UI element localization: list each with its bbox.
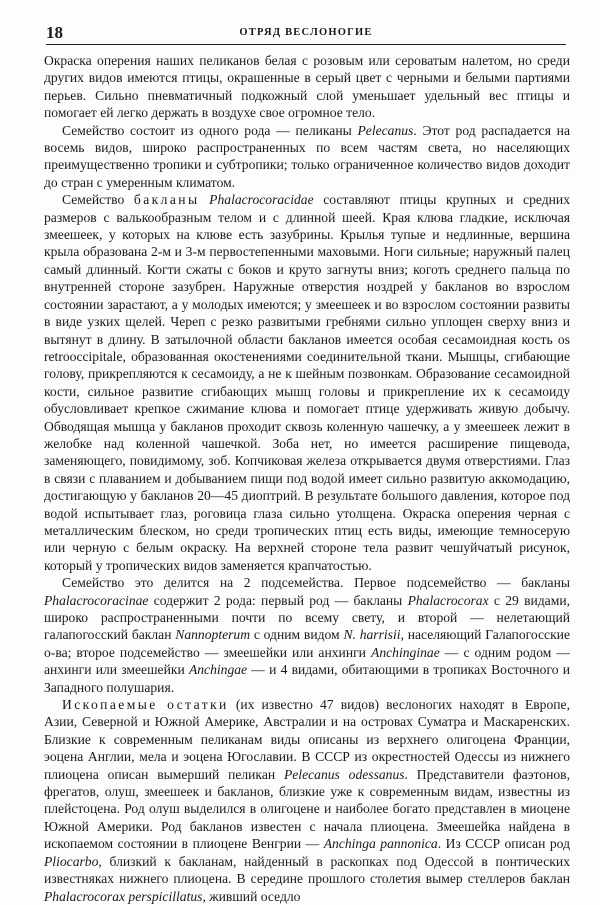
paragraph-subfamilies: Семейство это делится на 2 подсемейства. Первое подсемейство — бакланы Phalacrocoracinae содержит 2 рода: первый род — бакланы Phalacrocorax с 29 видами, широко распространенными почти по всему свету, и второй — нелетающий галапогосский баклан Nannopterum с одним видом N. harrisii, населяющий Галапогосские о-ва; второе подсемейство — змеешейки или анхинги Anchinginae — с одним родом — анхинги или змеешейки Anchingae — и 4 видами, обитающими в тропиках Восточного и Западного полушария. — [44, 575, 570, 695]
paragraph-fossil-remains: Ископаемые остатки (их известно 47 видов) веслоногих находят в Европе, Азии, Северной и Южной Америке, Австралии и на островах Суматра и Маскаренских. Близкие к современным пеликанам виды описаны из верхнего олигоцена Франции, эоцена Англии, мела и эоцена Югославии. В СССР из окрестностей Одессы из нижнего плиоцена описан вымерший пеликан Pelecanus odessanus. Представители фаэтонов, фрегатов, олуш, змеешеек и бакланов, близкие уже к современным видам, известны из плейстоцена. Род олуш выделился в олигоцене и наиболее богато представлен в миоцене Южной Америки. Род бакланов известен с начала плиоцена. Змеешейка найдена в ископаемом состоянии в плиоцене Венгрии — Anchinga pannonica. Из СССР описан род Pliocarbo, близкий к бакланам, найденный в раскопках под Одессой в понтических известняках нижнего плиоцена. В середине прошлого столетия вымер стеллеров баклан Phalacrocorax perspicillatus, живший оседло — [44, 697, 570, 904]
latin-name: Phalacrocoracidae — [209, 192, 314, 208]
latin-name: Pelecanus — [357, 122, 414, 138]
page-number: 18 — [46, 23, 63, 42]
latin-name: Anchingae — [188, 662, 248, 678]
spaced-term: Ископаемые остатки — [62, 697, 229, 713]
paragraph-pelican-plumage: Окраска оперения наших пеликанов белая с розовым или сероватым налетом, но среди других видов имеются птицы, окрашенные в серый цвет с черными и белыми партиями перьев. Сильно пневматичный подкожный слой уменьшает удельный вес птицы и помогает ей легко держать в воздухе свое огромное тело. — [44, 53, 570, 121]
latin-name: Pliocarbo — [44, 853, 99, 869]
latin-name: Anchinga pannonica — [323, 836, 438, 852]
page-header — [46, 23, 566, 43]
latin-name: Phalacrocorax perspicillatus — [44, 888, 203, 904]
latin-name: Pelecanus odessanus — [283, 766, 405, 782]
paragraph-cormorant-family: Семейство бакланы Phalacrocoracidae составляют птицы крупных и средних размеров с валькообразным телом и с длинной шеей. Края клюва гладкие, исключая змеешеек, у которых на клюве есть зазубрины. Крылья тупые и недлинные, вершина крыла образована 2-м и 3-м первостепенными маховыми. Ноги сильные; наружный палец самый длинный. Когти сжаты с боков и круто загнуты вниз; коготь среднего пальца по внутренней стороне зазубрен. Наружные отверстия ноздрей у бакланов во взрослом состоянии зарастают, а у молодых имеются; у змеешеек и во взрослом состоянии развиты в виде узких щелей. Череп с резко развитыми гребнями сильно уплощен сверху вниз и вытянут в длину. В затылочной области бакланов имеется особая сесамоидная кость os retrooccipitale, образованная окостенениями соединительной ткани. Мышцы, сгибающие голову, прикрепляются к сесамоиду, а не к шейным позвонкам. Образование сесамоидной кости, сильное развитие сгибающих мышц головы и прикрепление их к сесамоиду обусловливает крепкое сжимание клюва и помогает птице удерживать живую добычу. Обводящая мышца у бакланов проходит сквозь коленную чашечку, а у змеешеек лежит в желобке над коленной чашечкой. Зоба нет, но имеется расширение пищевода, заменяющего, повидимому, зоб. Копчиковая железа открывается двумя отверстиями. Глаз в связи с плаванием и добыванием пищи под водой имеет сильно развитую аккомодацию, достигающую у бакланов 20—45 диоптрий. В результате большого давления, которое под водой испытывает глаз, роговица глаза сильно утолщена. Окраска оперения черная с металлическим блеском, но среди тропических птиц есть виды, имеющие темносерую или черную с белым окраску. На верхней стороне тела развит чешуйчатый рисунок, который у тропических видов заменяется крапчатостью. — [44, 192, 570, 573]
latin-name: Nannopterum — [175, 627, 251, 643]
running-title: ОТРЯД ВЕСЛОНОГИЕ — [239, 27, 373, 38]
latin-name: Phalacrocorax — [407, 592, 489, 608]
header-rule — [46, 44, 566, 45]
latin-name: N. harrisii — [343, 627, 401, 643]
paragraph-pelican-family: Семейство состоит из одного рода — пеликаны Pelecanus. Этот род распадается на восемь видов, широко распространенных по всем частям света, но населяющих преимущественно тропики и субтропики; только ограниченное количество видов доходит до стран с умеренным климатом. — [44, 122, 570, 190]
page-body — [44, 52, 570, 905]
latin-name: Phalacrocoracinae — [44, 592, 149, 608]
latin-name: Anchinginae — [371, 644, 440, 660]
spaced-term: бакланы — [133, 192, 200, 208]
